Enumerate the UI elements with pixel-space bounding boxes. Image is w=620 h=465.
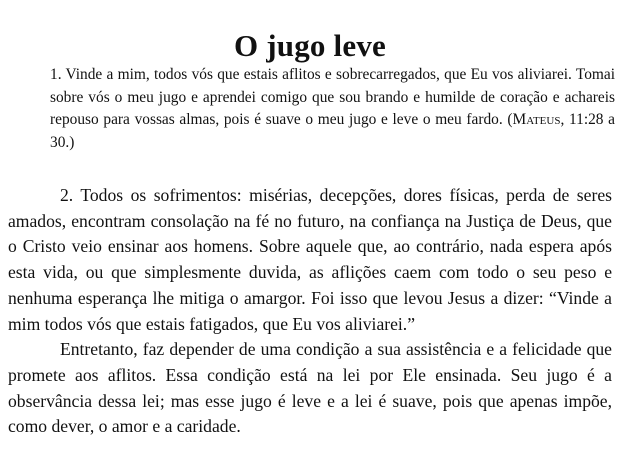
paragraph-text: Entretanto, faz depender de uma condição a sua assistência e a felicidade que promete aos aflitos. Essa condição está na lei por Ele ensinada. Seu jugo é a observância dessa lei; mas esse jugo é leve e a lei é suave, pois que apenas impõe, como dever, o amor e a caridade. [8, 339, 612, 437]
paragraph-text: Todos os sofrimentos: misérias, decepções, dores físicas, perda de seres amados, encontram consolação na fé no futuro, na confiança na Justiça de Deus, que o Cristo veio ensinar aos homens. Sobre aquele que, ao contrário, nada espera após esta vida, ou que simplesmente duvida, as aflições caem com todo o seu peso e nenhuma esperança lhe mitiga o amargor. Foi isso que levou Jesus a dizer: “Vinde a mim todos vós que estais fatigados, que Eu vos aliviarei.” [8, 185, 612, 334]
quote-number: 1. [50, 66, 62, 83]
paragraph-2 [8, 183, 612, 337]
scripture-quote [50, 64, 615, 154]
paragraph-number: 2. [60, 185, 74, 205]
paragraph-continuation [8, 337, 612, 440]
body-text [8, 183, 612, 440]
page-title: O jugo leve [233, 27, 386, 63]
quote-reference: (Mateus, 11:28 a 30.) [50, 111, 615, 151]
quote-text: Vinde a mim, todos vós que estais aflitos e sobrecarregados, que Eu vos aliviarei. Tomai sobre vós o meu jugo e aprendei comigo que sou brando e humilde de coração e achareis repouso para vossas almas, pois é suave o meu jugo e leve o meu fardo. [50, 66, 615, 129]
reference-book: Mateus [512, 111, 561, 129]
